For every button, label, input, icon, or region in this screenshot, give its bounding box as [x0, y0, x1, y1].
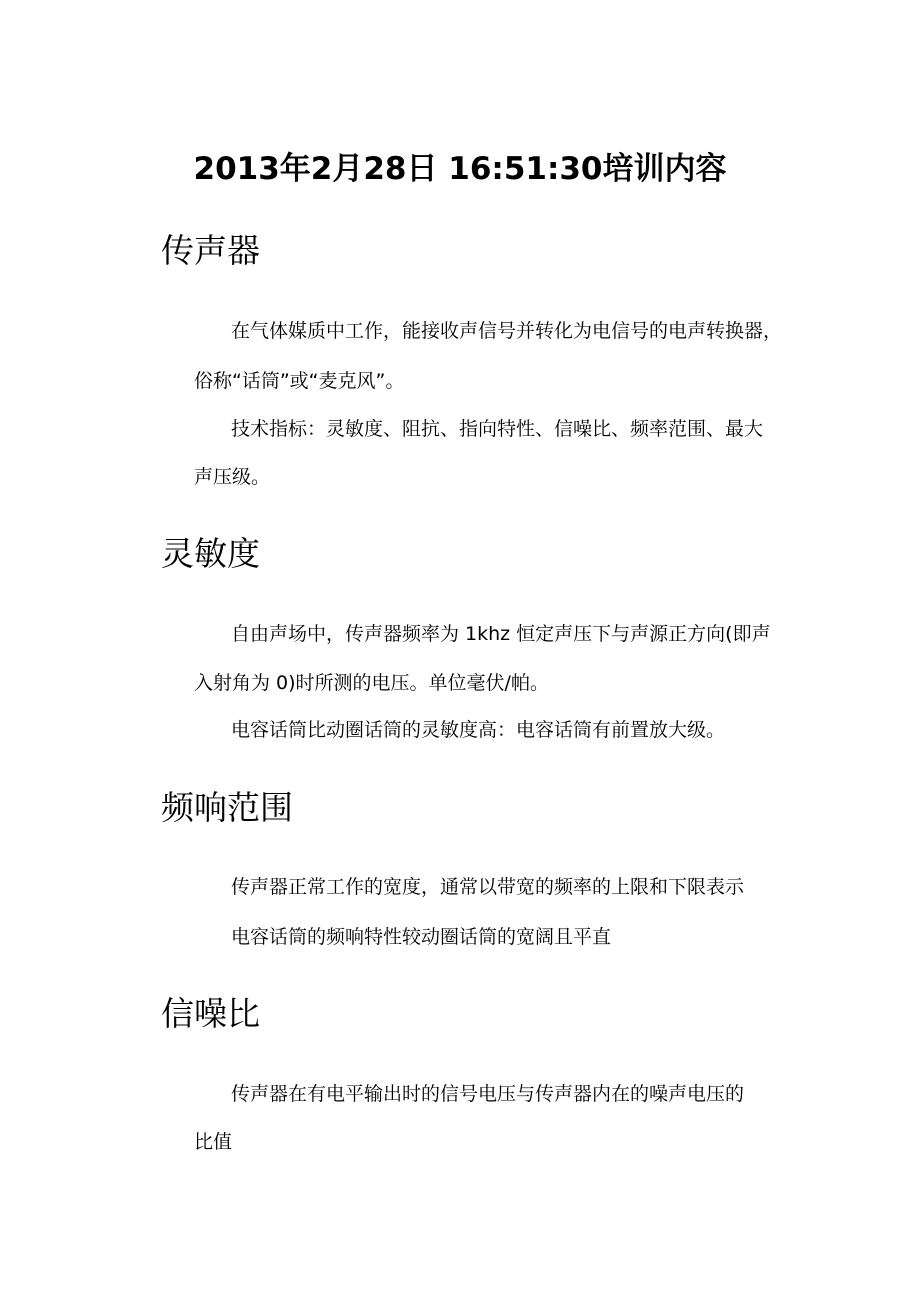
paragraph-line: 俗称“话筒”或“麦克风”。 — [194, 370, 405, 392]
section-heading: 信噪比 — [161, 994, 260, 1033]
paragraph-line: 比值 — [194, 1131, 233, 1153]
paragraph-line: 传声器正常工作的宽度，通常以带宽的频率的上限和下限表示 — [231, 876, 745, 898]
page-title: 2013年2月28日 16:51:30培训内容 — [193, 151, 727, 187]
paragraph-line: 技术指标：灵敏度、阻抗、指向特性、信噪比、频率范围、最大 — [231, 418, 764, 440]
paragraph-line: 自由声场中，传声器频率为 1khz 恒定声压下与声源正方向(即声 — [231, 623, 771, 645]
paragraph-line: 入射角为 0)时所测的电压。单位毫伏/帕。 — [194, 672, 549, 694]
section-heading: 频响范围 — [161, 788, 293, 827]
paragraph-line: 电容话筒的频响特性较动圈话筒的宽阔且平直 — [231, 926, 612, 948]
section-heading: 灵敏度 — [161, 534, 260, 573]
paragraph-line: 在气体媒质中工作，能接收声信号并转化为电信号的电声转换器， — [231, 320, 783, 342]
paragraph-line: 声压级。 — [194, 466, 271, 488]
paragraph-line: 电容话筒比动圈话筒的灵敏度高：电容话筒有前置放大级。 — [231, 719, 726, 741]
paragraph-line: 传声器在有电平输出时的信号电压与传声器内在的噪声电压的 — [231, 1083, 745, 1105]
section-heading: 传声器 — [161, 231, 260, 270]
